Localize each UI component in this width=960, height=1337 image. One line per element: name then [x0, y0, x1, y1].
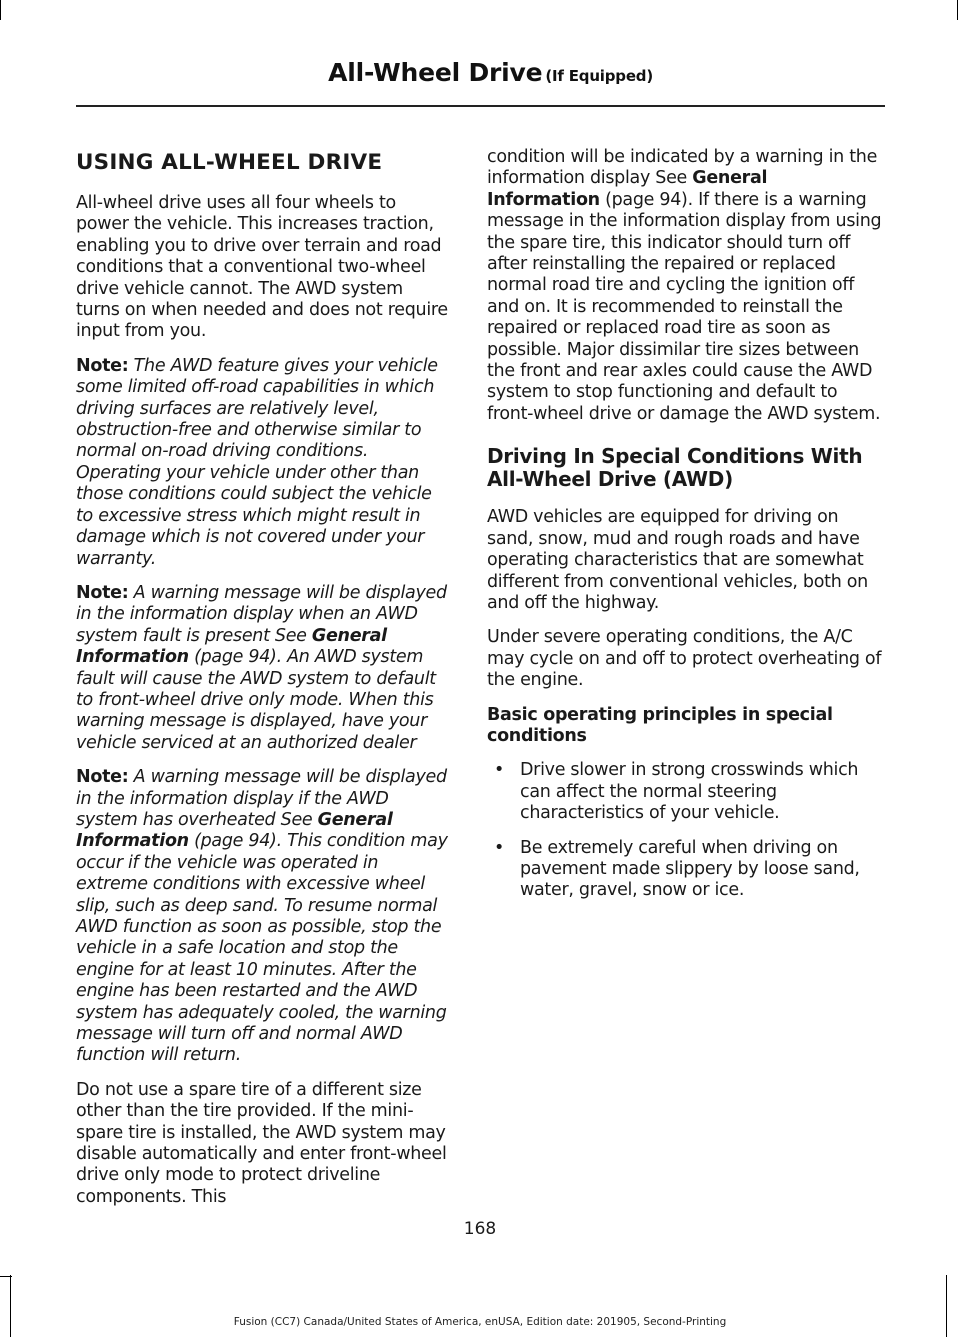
note-overheat-text-b: (page 94). This condition may occur if the vehicle was operated in extreme conditions with excessive wheel slip, such as deep sand. To resume normal AWD function as soon as possible, stop the vehicle in a safe location and stop the engine for at least 10 minutes. After the engine has been restarted and the AWD system has adequately cooled, the warning message will turn off and normal AWD function will return. — [76, 831, 448, 1066]
principles-heading: Basic operating principles in special conditions — [487, 704, 833, 746]
note-overheat-text-a: A warning message will be displayed in the information display if the AWD system has overheated See — [76, 767, 447, 830]
note-label: Note: — [76, 355, 129, 376]
note-overheat — [76, 767, 448, 1067]
list-item-text: Drive slower in strong crosswinds which can affect the normal steering characteristics of your vehicle. — [520, 760, 859, 824]
general-information-link[interactable]: General Information — [487, 168, 768, 210]
note-fault — [76, 583, 448, 754]
page-footer: Fusion (CC7) Canada/United States of America, enUSA, Edition date: 201905, Second-Printing — [233, 1316, 727, 1328]
note-fault-text-b: (page 94). An AWD system fault will cause the AWD system to default to front-wheel drive only mode. When this warning message is displayed, have your vehicle serviced at an authorized dealer — [76, 647, 436, 753]
ac-paragraph: Under severe operating conditions, the A/C may cycle on and off to protect overheating of the engine. — [487, 627, 882, 691]
subsection-heading: Driving In Special Conditions With All-Wheel Drive (AWD) — [487, 444, 863, 492]
general-information-link[interactable]: General Information — [76, 625, 387, 668]
continued-text-a: condition will be indicated by a warning in the information display See — [487, 147, 878, 189]
page-number: 168 — [463, 1219, 497, 1239]
general-information-link[interactable]: General Information — [76, 809, 393, 852]
intro-paragraph: All-wheel drive uses all four wheels to power the vehicle. This increases traction, enabling you to drive over terrain and road conditions that a conventional two-wheel drive vehicle cannot. The AWD system turns on when needed and does not require input from you. — [76, 193, 448, 342]
note-label: Note: — [76, 582, 129, 603]
continued-paragraph — [487, 147, 883, 425]
list-item — [487, 760, 883, 824]
note-label: Note: — [76, 767, 129, 788]
crop-mark-top-right — [957, 0, 958, 20]
note-offroad — [76, 356, 448, 570]
note-fault-text-a: A warning message will be displayed in the information display when an AWD system fault is present See — [76, 582, 447, 646]
principles-list — [487, 760, 883, 901]
crop-mark-top-left — [0, 0, 1, 20]
spare-tire-paragraph: Do not use a spare tire of a different size other than the tire provided. If the mini-spare tire is installed, the AWD system may disable automatically and enter front-wheel drive only mode to protect driveline components. This — [76, 1079, 447, 1207]
left-column — [76, 140, 448, 1221]
continued-text-b: (page 94). If there is a warning message in the information display from using the spare tire, this indicator should turn off after reinstalling the repaired or replaced normal road tire and cycling the ignition off and on. It is recommended to reinstall the repaired or replaced road tire as soon as possible. Major dissimilar tire sizes between the front and rear axles could cause the AWD system to stop functioning and default to front-wheel drive or damage the AWD system. — [487, 189, 882, 424]
section-heading: USING ALL-WHEEL DRIVE — [76, 150, 383, 175]
bullet-icon: • — [494, 760, 505, 781]
awd-conditions-paragraph: AWD vehicles are equipped for driving on sand, snow, mud and rough roads and have operating characteristics that are somewhat different from conventional vehicles, both on and off the highway. — [487, 507, 868, 613]
header-rule — [76, 105, 885, 107]
page-header-title — [328, 58, 653, 87]
list-item-text: Be extremely careful when driving on pavement made slippery by loose sand, water, gravel, snow or ice. — [520, 837, 860, 901]
right-column — [487, 147, 883, 915]
list-item — [487, 838, 883, 902]
bullet-icon: • — [494, 837, 505, 858]
header-title: All-Wheel Drive — [328, 58, 543, 87]
crop-mark-bottom-left-h — [0, 1276, 12, 1277]
note-offroad-text: The AWD feature gives your vehicle some limited off-road capabilities in which driving surfaces are relatively level, obstruction-free and otherwise similar to normal on-road driving conditions. Operating your vehicle under other than those conditions could subject the vehicle to excessive stress which might result in damage which is not covered under your warranty. — [76, 355, 438, 569]
header-subtitle: (If Equipped) — [545, 67, 653, 85]
